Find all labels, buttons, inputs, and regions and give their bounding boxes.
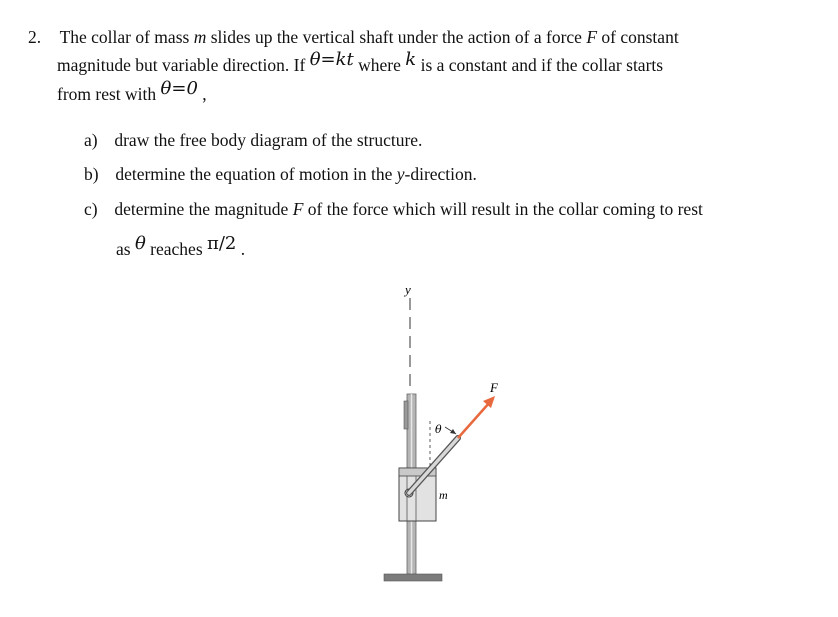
mass-variable: m — [193, 27, 207, 47]
collar-shaft-figure — [370, 276, 530, 596]
y-axis-label: y — [405, 282, 411, 297]
problem-text: of constant — [597, 27, 679, 47]
problem-text: The collar of mass — [59, 27, 194, 47]
force-variable: F — [586, 27, 598, 47]
theta-equals-kt: θ=kt — [309, 49, 354, 70]
part-c-continued — [116, 233, 246, 261]
part-text: determine the equation of motion in the — [115, 164, 397, 184]
problem-text: from rest with — [57, 84, 161, 104]
problem-text: , — [197, 84, 207, 104]
problem-line-2 — [57, 49, 664, 77]
mass-label: m — [439, 488, 448, 502]
part-text: as — [116, 239, 131, 259]
problem-text: where — [353, 55, 406, 75]
theta-equals-zero: θ=0 — [160, 78, 198, 99]
part-text: of the force which will result in the collar coming to rest — [303, 199, 703, 219]
part-label: c) — [84, 199, 98, 219]
problem-line-1 — [28, 26, 679, 48]
pi-over-two: π/2 — [207, 233, 237, 254]
part-text: . — [236, 239, 246, 259]
force-variable: F — [292, 199, 304, 219]
theta-label: θ — [435, 423, 442, 436]
k-variable: k — [405, 49, 417, 70]
force-label: F — [490, 380, 498, 395]
figure-svg — [370, 276, 530, 596]
theta-symbol: θ — [134, 233, 146, 254]
base-plate — [384, 574, 442, 581]
part-text: reaches — [145, 239, 208, 259]
problem-text: is a constant and if the collar starts — [416, 55, 664, 75]
shaft-cap — [404, 401, 408, 429]
problem-text: magnitude but variable direction. If — [57, 55, 310, 75]
y-variable: y — [396, 164, 405, 184]
force-vector — [458, 402, 490, 438]
part-text: determine the magnitude — [114, 199, 293, 219]
part-label: b) — [84, 164, 99, 184]
problem-number: 2. — [28, 27, 42, 47]
part-a — [84, 129, 422, 151]
part-label: a) — [84, 130, 98, 150]
part-text: -direction. — [404, 164, 477, 184]
problem-text: slides up the vertical shaft under the action of a force — [206, 27, 587, 47]
part-c — [84, 198, 703, 220]
part-b — [84, 163, 477, 185]
theta-arrowhead — [450, 429, 456, 434]
problem-line-3 — [57, 78, 207, 106]
part-text: draw the free body diagram of the structure. — [114, 130, 423, 150]
